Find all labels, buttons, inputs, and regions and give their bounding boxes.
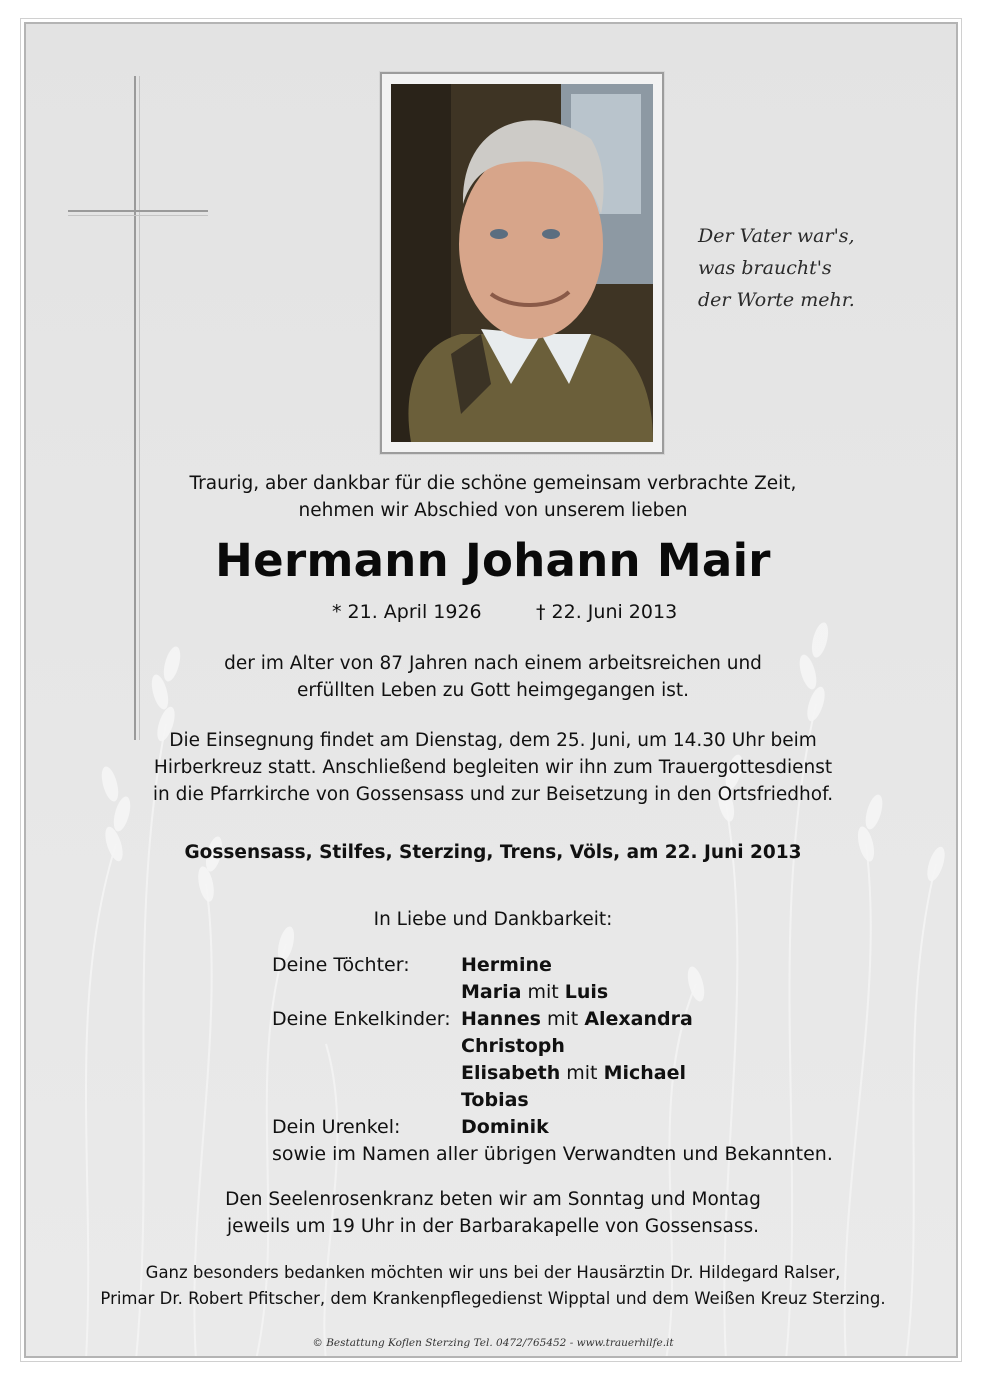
rosary-line: Den Seelenrosenkranz beten wir am Sonntag und Montag bbox=[225, 1189, 761, 1210]
family-names bbox=[461, 1087, 529, 1114]
gratitude-line: In Liebe und Dankbarkeit: bbox=[373, 909, 613, 930]
thanks-line: Primar Dr. Robert Pfitscher, dem Krankenpflegedienst Wipptal und dem Weißen Kreuz Sterzing. bbox=[100, 1289, 886, 1308]
family-names bbox=[461, 1060, 686, 1087]
connector: mit bbox=[540, 1008, 585, 1030]
connector: mit bbox=[521, 981, 565, 1003]
age-text-line: erfüllten Leben zu Gott heimgegangen ist. bbox=[296, 680, 690, 701]
family-member: Tobias bbox=[461, 1089, 529, 1111]
portrait-photo bbox=[391, 84, 653, 442]
deceased-name: Hermann Johann Mair bbox=[215, 534, 771, 587]
portrait-frame bbox=[380, 72, 664, 454]
connector: mit bbox=[560, 1062, 604, 1084]
ceremony-line: Die Einsegnung findet am Dienstag, dem 25. Juni, um 14.30 Uhr beim bbox=[169, 730, 817, 751]
quote-line: was braucht's bbox=[698, 257, 832, 279]
obituary-card bbox=[24, 22, 958, 1358]
family-member: Christoph bbox=[461, 1035, 565, 1057]
family-names bbox=[461, 952, 552, 979]
intro-line: Traurig, aber dankbar für die schöne gemeinsam verbrachte Zeit, bbox=[189, 473, 797, 494]
intro-line: nehmen wir Abschied von unserem lieben bbox=[298, 500, 688, 521]
quote-line: der Worte mehr. bbox=[698, 289, 855, 311]
family-names bbox=[461, 1114, 549, 1141]
family-member: Luis bbox=[564, 981, 609, 1003]
ceremony-line: in die Pfarrkirche von Gossensass und zur Beisetzung in den Ortsfriedhof. bbox=[152, 784, 834, 805]
family-names bbox=[461, 1033, 565, 1060]
family-member: Alexandra bbox=[584, 1008, 693, 1030]
family-names bbox=[461, 979, 608, 1006]
family-member: Elisabeth bbox=[461, 1062, 561, 1084]
relation-label: Deine Enkelkinder: bbox=[272, 1008, 451, 1030]
birth-date: * 21. April 1926 bbox=[332, 601, 482, 623]
thanks-line: Ganz besonders bedanken möchten wir uns bei der Hausärztin Dr. Hildegard Ralser, bbox=[145, 1263, 841, 1282]
family-member: Michael bbox=[603, 1062, 686, 1084]
cross-horizontal bbox=[68, 210, 208, 212]
family-names bbox=[461, 1006, 693, 1033]
family-member: Hannes bbox=[461, 1008, 541, 1030]
family-member: Hermine bbox=[461, 954, 552, 976]
place-date: Gossensass, Stilfes, Sterzing, Trens, Völs, am 22. Juni 2013 bbox=[184, 842, 802, 863]
relation-label: Dein Urenkel: bbox=[272, 1116, 401, 1138]
relation-label: Deine Töchter: bbox=[272, 954, 410, 976]
quote bbox=[698, 220, 898, 316]
ceremony-line: Hirberkreuz statt. Anschließend begleiten wir ihn zum Trauergottesdienst bbox=[153, 757, 833, 778]
cross-vertical bbox=[134, 76, 136, 740]
family-member: Dominik bbox=[461, 1116, 549, 1138]
quote-line: Der Vater war's, bbox=[698, 225, 855, 247]
footer-credit: © Bestattung Koflen Sterzing Tel. 0472/765452 - www.trauerhilfe.it bbox=[312, 1337, 674, 1349]
death-date: † 22. Juni 2013 bbox=[536, 601, 678, 623]
rosary-line: jeweils um 19 Uhr in der Barbarakapelle von Gossensass. bbox=[226, 1216, 760, 1237]
others-line: sowie im Namen aller übrigen Verwandten und Bekannten. bbox=[272, 1143, 833, 1165]
age-text-line: der im Alter von 87 Jahren nach einem arbeitsreichen und bbox=[224, 653, 762, 674]
cross-vertical-shadow bbox=[139, 76, 140, 740]
cross-horizontal-shadow bbox=[68, 215, 208, 216]
family-member: Maria bbox=[461, 981, 522, 1003]
